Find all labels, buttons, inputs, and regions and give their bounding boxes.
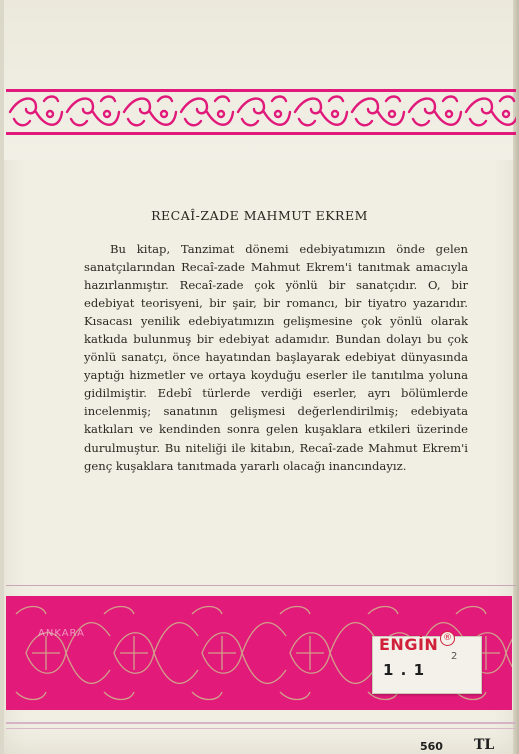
registered-mark: ®: [440, 631, 455, 646]
top-arabesque-ornament: [6, 89, 516, 135]
series-code: TL: [474, 737, 495, 753]
ornament-bud: [332, 111, 338, 117]
divider-line: [6, 728, 516, 729]
ornament-bud: [446, 111, 452, 117]
ornament-bud: [218, 111, 224, 117]
divider-line: [6, 585, 516, 586]
divider-line: [6, 722, 516, 724]
sticker-code: 1 . 1: [383, 661, 426, 679]
ornament-scroll: [352, 97, 404, 126]
page-number: 560: [420, 740, 443, 753]
ornament-scroll: [409, 97, 461, 126]
ornament-bud: [47, 111, 53, 117]
sticker-note: 2: [451, 651, 458, 662]
ornament-scroll: [67, 97, 119, 126]
library-stamp: ANKARA: [38, 628, 85, 639]
blurb-paragraph: Bu kitap, Tanzimat dönemi edebiyatımızın önde gelen sanatçılarından Recaî-zade Mahmut Ekrem'i tanıtmak amacıyla hazırlanmıştır. Recaî-zade çok yönlü bir sanatçıdır. O, bir edebiyat teorisyeni, bir şair, bir romancı, bir tiyatro yazarıdır. Kısacası yenilik edebiyatımızın gelişmesine çok yönlü olarak katkıda bulunmuş bir edebiyat adamıdır. Bundan dolayı bu çok yönlü sanatçı, önce hayatından başlayarak edebiyat dünyasında yaptığı hizmetler ve ortaya koyduğu eserler ile tanıtılma yoluna gidilmiştir. Edebî türlerde verdiği eserler, ayrı bölümlerde incelenmiş; sanatının gelişmesi değerlendirilmiş; edebiyata katkıları ve kendinden sonra gelen kuşaklara etkileri üzerinde durulmuştur. Bu niteliği ile kitabın, Recaî-zade Mahmut Ekrem'i genç kuşaklara tanıtmada yararlı olacağı inancındayız.: [84, 242, 468, 473]
ornament-scroll: [295, 97, 347, 126]
ornament-scroll: [124, 97, 176, 126]
ornament-bud: [503, 111, 509, 117]
price-sticker: [372, 633, 482, 694]
ornament-bud: [161, 111, 167, 117]
book-title: RECAÎ-ZADE MAHMUT EKREM: [151, 208, 368, 223]
left-edge: [0, 0, 4, 754]
ornament-bud: [104, 111, 110, 117]
sticker-brand: ENGİN: [379, 635, 439, 654]
ornament-bud: [275, 111, 281, 117]
top-paper-band: [0, 0, 519, 160]
ornament-scroll: [10, 97, 62, 126]
ornament-scroll: [181, 97, 233, 126]
ornament-bud: [389, 111, 395, 117]
ornament-scroll: [238, 97, 290, 126]
